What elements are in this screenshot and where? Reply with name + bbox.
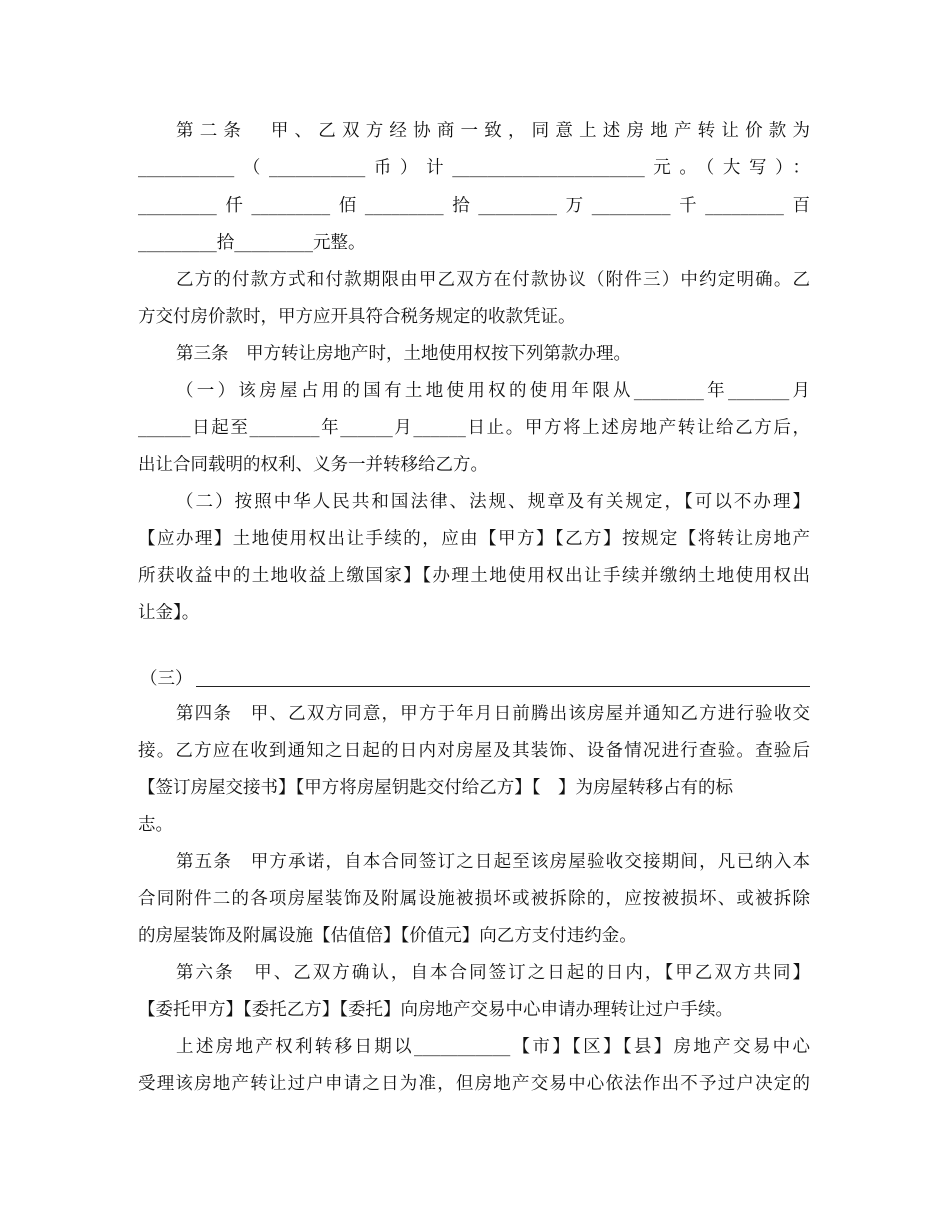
clause-3-1-end-line: 出让合同载明的权利、义务一并转移给乙方。: [138, 455, 488, 475]
article-4-end-line: 志。: [138, 815, 173, 835]
article-5-line-2: 合同附件二的各项房屋装饰及附属设施被损坏或被拆除的，应按被损坏、或被拆除: [138, 889, 810, 909]
clause-3-1-line: （一）该房屋占用的国有土地使用权的使用年限从________年_______月: [176, 381, 810, 401]
transfer-date-line-2: 受理该房地产转让过户申请之日为准，但房地产交易中心依法作出不予过户决定的: [138, 1074, 810, 1094]
article-4-heading: 第四条 甲、乙双方同意，甲方于年月日前腾出该房屋并通知乙方进行验收交: [176, 704, 810, 724]
article-2-heading: 第二条 甲、乙双方经协商一致，同意上述房地产转让价款为: [176, 121, 810, 141]
article-5-end-line: 的房屋装饰及附属设施【估值倍】【价值元】向乙方支付违约金。: [138, 926, 637, 946]
payment-method-line: 乙方的付款方式和付款期限由甲乙双方在付款协议（附件三）中约定明确。乙: [176, 270, 810, 290]
payment-method-end-line: 方交付房价款时，甲方应开具符合税务规定的收款凭证。: [138, 307, 576, 327]
article-6-line-2: 【委托甲方】【委托乙方】【委托】向房地产交易中心申请办理转让过户手续。: [138, 1000, 733, 1020]
clause-3-2-line-3: 所获收益中的土地收益上缴国家】【办理土地使用权出让手续并缴纳土地使用权出: [138, 566, 810, 586]
clause-3-3-label: （三）: [140, 669, 193, 689]
clause-3-2-line: （二）按照中华人民共和国法律、法规、规章及有关规定，【可以不办理】: [176, 492, 810, 512]
clause-3-2-line-2: 【应办理】土地使用权出让手续的，应由【甲方】【乙方】按规定【将转让房地产: [138, 529, 810, 549]
price-amount-line: ___________（___________币）计______________________元。（大写）：: [138, 158, 810, 178]
clause-3-2-end-line: 让金】。: [138, 603, 200, 623]
article-4-line-3: 【签订房屋交接书】【甲方将房屋钥匙交付给乙方】【 】为房屋转移占有的标: [138, 778, 733, 798]
article-6-heading: 第六条 甲、乙双方确认，自本合同签订之日起的日内，【甲乙双方共同】: [176, 963, 810, 983]
price-uppercase-end-line: _________拾_________元整。: [138, 233, 366, 253]
clause-3-3-blank-rule: [196, 686, 810, 687]
price-uppercase-line: _________仟_________佰_________拾_________万_________千_________百: [138, 196, 810, 216]
article-4-line-2: 接。乙方应在收到通知之日起的日内对房屋及其装饰、设备情况进行查验。查验后: [138, 741, 810, 761]
article-5-heading: 第五条 甲方承诺，自本合同签订之日起至该房屋验收交接期间，凡已纳入本: [176, 852, 810, 872]
clause-3-1-dates-line: ______日起至________年______月______日止。甲方将上述房地产转让给乙方后，: [138, 418, 810, 438]
article-3-heading: 第三条 甲方转让房地产时，土地使用权按下列第款办理。: [176, 344, 631, 364]
transfer-date-line: 上述房地产权利转移日期以___________【市】【区】【县】房地产交易中心: [176, 1037, 810, 1057]
